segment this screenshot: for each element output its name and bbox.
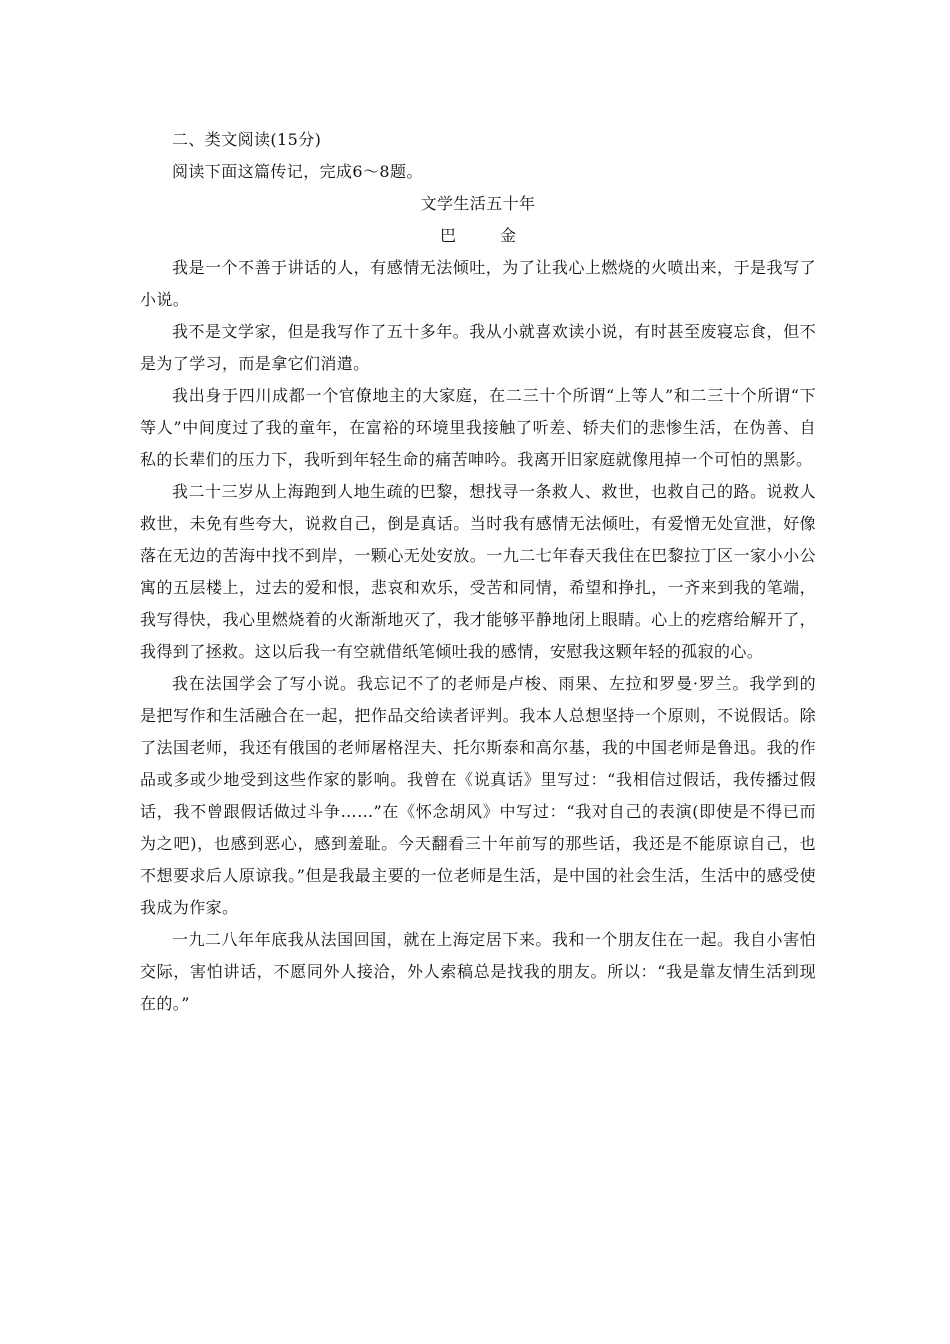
section-heading: 二、类文阅读(15分) bbox=[172, 130, 322, 149]
document-content bbox=[140, 124, 816, 1020]
article-paragraph: 一九二八年年底我从法国回国，就在上海定居下来。我和一个朋友住在一起。我自小害怕交际，害怕讲话，不愿同外人接洽，外人索稿总是找我的朋友。所以：“我是靠友情生活到现在的。” bbox=[140, 930, 816, 1013]
question-instruction: 阅读下面这篇传记，完成6～8题。 bbox=[172, 162, 423, 181]
article-paragraph: 我出身于四川成都一个官僚地主的大家庭，在二三十个所谓“上等人”和二三十个所谓“下等人”中间度过了我的童年，在富裕的环境里我接触了听差、轿夫们的悲惨生活，在伪善、自私的长辈们的压力下，我听到年轻生命的痛苦呻吟。我离开旧家庭就像甩掉一个可怕的黑影。 bbox=[140, 386, 816, 469]
article-paragraph: 我是一个不善于讲话的人，有感情无法倾吐，为了让我心上燃烧的火喷出来，于是我写了小说。 bbox=[140, 258, 816, 309]
article-paragraph: 我二十三岁从上海跑到人地生疏的巴黎，想找寻一条救人、救世，也救自己的路。说救人救世，未免有些夸大，说救自己，倒是真话。当时我有感情无法倾吐，有爱憎无处宣泄，好像落在无边的苦海中找不到岸，一颗心无处安放。一九二七年春天我住在巴黎拉丁区一家小小公寓的五层楼上，过去的爱和恨，悲哀和欢乐，受苦和同情，希望和挣扎，一齐来到我的笔端，我写得快，我心里燃烧着的火渐渐地灭了，我才能够平静地闭上眼睛。心上的疙瘩给解开了，我得到了拯救。这以后我一有空就借纸笔倾吐我的感情，安慰我这颗年轻的孤寂的心。 bbox=[140, 482, 816, 661]
article-title: 文学生活五十年 bbox=[420, 194, 536, 213]
article-author: 巴 金 bbox=[439, 226, 530, 245]
article-paragraph: 我在法国学会了写小说。我忘记不了的老师是卢梭、雨果、左拉和罗曼·罗兰。我学到的是把写作和生活融合在一起，把作品交给读者评判。我本人总想坚持一个原则，不说假话。除了法国老师，我还有俄国的老师屠格涅夫、托尔斯泰和高尔基，我的中国老师是鲁迅。我的作品或多或少地受到这些作家的影响。我曾在《说真话》里写过：“我相信过假话，我传播过假话，我不曾跟假话做过斗争……”在《怀念胡风》中写过：“我对自己的表演(即使是不得已而为之吧)，也感到恶心，感到羞耻。今天翻看三十年前写的那些话，我还是不能原谅自己，也不想要求后人原谅我。”但是我最主要的一位老师是生活，是中国的社会生活，生活中的感受使我成为作家。 bbox=[140, 674, 816, 917]
article-paragraph: 我不是文学家，但是我写作了五十多年。我从小就喜欢读小说，有时甚至废寝忘食，但不是为了学习，而是拿它们消遣。 bbox=[140, 322, 816, 373]
